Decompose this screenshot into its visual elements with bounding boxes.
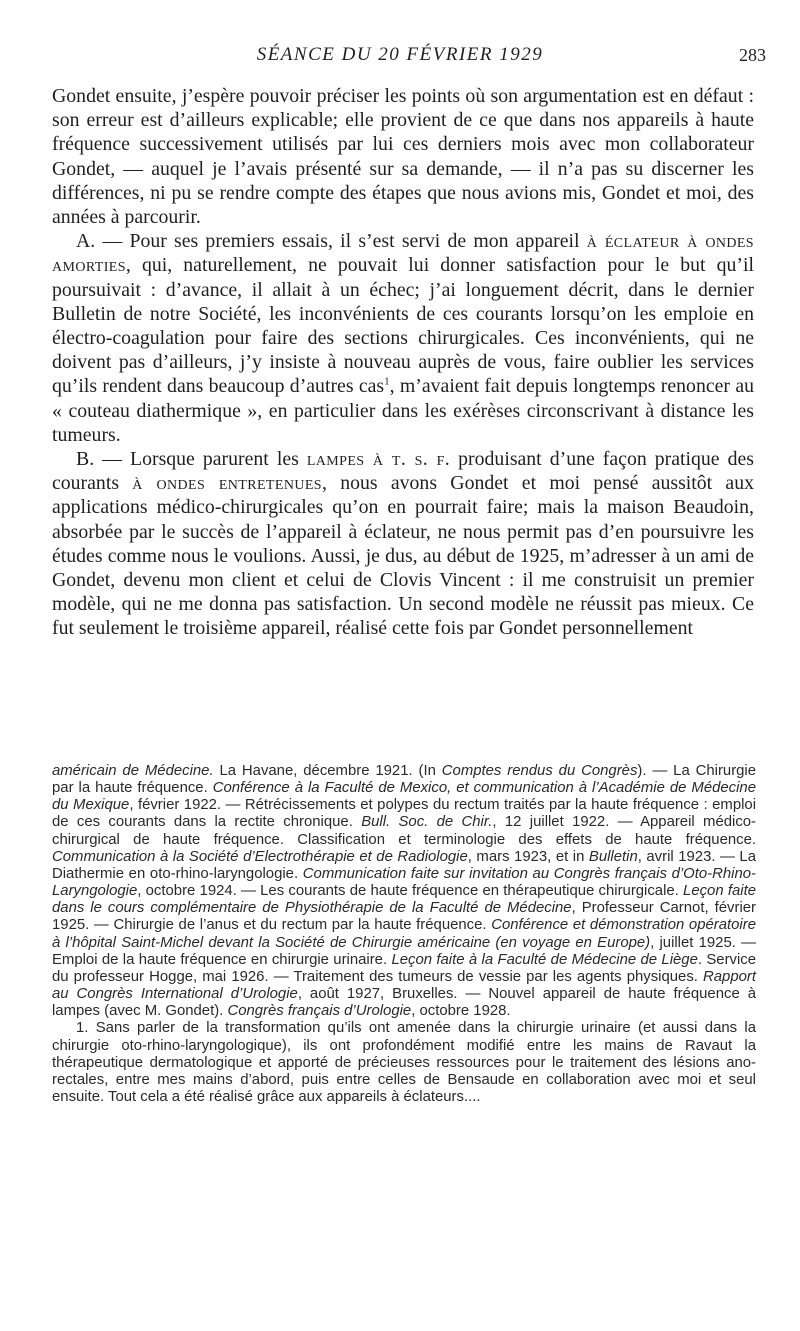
footnote-1: 1. Sans parler de la transformation qu’ils ont amenée dans la chirurgie urinaire (et aussi dans la chirurgie oto-rhino-laryngologique), ils ont profondément modifié entre les mains de Ravaut la thérapeutique dermatologique et apporté de précieuses ressources pour le traitement des lésions ano-rectales, entre mes mains d’abord, puis entre celles de Bensaude en collaboration avec moi et seul ensuite. Tout cela a été réalisé grâce aux appareils à éclateurs.... xyxy=(52,1020,756,1105)
note-text: , mars 1923, et in xyxy=(467,848,589,865)
italic-title: Leçon faite dans le cours complémentaire de Physiothérapie de la Faculté de Médecine xyxy=(52,883,756,917)
italic-title: Rapport au Congrès International d’Urologie xyxy=(52,968,756,1003)
paragraph-text: B. — Lorsque parurent les xyxy=(76,448,307,471)
italic-title: Communication faite sur invitation au Congrès français d’Oto-Rhino-Laryngologie xyxy=(52,865,756,900)
footnotes xyxy=(52,763,756,1106)
paragraph-text: , qui, naturellement, ne pouvait lui donner satisfaction pour le but qu’il poursuivait : d’avance, il allait à un échec; j’ai longuement décrit, dans le dernier Bulletin de notre Société, les inconvénients de ces courants lorsqu’on les emploie en électro-coagulation pour faire des sections chirurgicales. Ces inconvénients, qui ne doivent pas d’ailleurs, j’y insiste à nouveau auprès de vous, faire oublier les services qu’ils rendent dans beaucoup d’autres cas xyxy=(52,254,754,398)
note-text: , Professeur Carnot, février 1925. — Chirurgie de l’anus et du rectum par la haute fréquence. xyxy=(52,900,756,934)
italic-title: Conférence et démonstration opératoire à l’hôpital Saint-Michel devant la Société de Chirurgie américaine (en voyage en Europe) xyxy=(52,917,756,951)
note-text: . Service du professeur Hogge, mai 1926. — Traitement des tumeurs de vessie par les agents physiques. xyxy=(52,951,757,985)
footnote-ref: 1 xyxy=(384,375,390,388)
paragraph-text: produisant d’une façon pratique des courants xyxy=(52,448,754,495)
paragraph-continuation xyxy=(52,84,754,229)
page-header xyxy=(0,44,800,72)
paragraph-text: Gondet ensuite, j’espère pouvoir préciser les points où son argumentation est en défaut : son erreur est d’ailleurs explicable; elle provient de ce que dans nos appareils à haute fréquence successivement utilisés par lui ces derniers mois avec mon collaborateur Gondet, — auquel je l’avais présenté sur sa demande, — il n’a pas su discerner les différences, ni pu se rendre compte des étapes que nous avions mis, Gondet et moi, des années à parcourir. xyxy=(52,85,754,229)
italic-title: Congrès français d’Urologie xyxy=(227,1003,412,1020)
running-head: SÉANCE DU 20 FÉVRIER 1929 xyxy=(256,44,544,65)
note-text: , août 1927, Bruxelles. — Nouvel appareil de haute fréquence à lampes (avec M. Gondet). xyxy=(52,986,756,1020)
paragraph-text: , nous avons Gondet et moi pensé aussitôt aux applications médico-chirurgicales qu’on en pourrait faire; mais la maison Beaudoin, absorbée par le succès de l’appareil à éclateur, ne nous permit pas d’en poursuivre les études comme nous le voulions. Aussi, je dus, au début de 1925, m’adresser à un ami de Gondet, devenu mon client et celui de Clovis Vincent : il me construisit un premier modèle, qui ne me donna pas satisfaction. Un second modèle ne réussit pas mieux. Ce fut seulement le troisième appareil, réalisé cette fois par Gondet personnellement xyxy=(52,472,754,640)
italic-title: Comptes rendus du Congrès xyxy=(441,763,638,779)
note-text: , juillet 1925. — Emploi de la haute fréquence en chirurgie urinaire. xyxy=(52,934,756,968)
note-text: , octobre 1924. — Les courants de haute fréquence en thérapeutique chirurgicale. xyxy=(137,883,684,900)
note-text: , avril 1923. — La Diathermie en oto-rhino-laryngologie. xyxy=(52,848,756,882)
small-caps-term: à ondes entretenues xyxy=(132,472,322,495)
paragraph-b xyxy=(52,447,754,641)
note-text: , 12 juillet 1922. — Appareil médico-chirurgical de haute fréquence. Classification et terminologie des effets de haute fréquence. xyxy=(52,814,757,848)
italic-title: américain de Médecine. xyxy=(52,763,214,779)
paragraph-a xyxy=(52,229,754,447)
italic-title: Conférence à la Faculté de Mexico, et communication à l’Académie de Médecine du Mexique xyxy=(52,780,756,814)
italic-title: Communication à la Société d’Electrothérapie et de Radiologie xyxy=(52,848,468,865)
note-text: La Havane, décembre 1921. (In xyxy=(213,763,442,779)
note-text: , février 1922. — Rétrécissements et polypes du rectum traités par la haute fréquence : emploi de ces courants dans la rectite chronique. xyxy=(52,797,757,831)
italic-title: Bull. Soc. de Chir. xyxy=(361,814,493,831)
note-text: , octobre 1928. xyxy=(411,1003,511,1020)
footnote-continuation xyxy=(52,763,756,1020)
paragraph-text: A. — Pour ses premiers essais, il s’est servi de mon appareil xyxy=(76,230,587,253)
page-number: 283 xyxy=(739,45,766,65)
paragraph-text: , m’avaient fait depuis longtemps renoncer au « couteau diathermique », en particulier dans les exérèses circonscrivant à distance les tumeurs. xyxy=(52,375,755,446)
small-caps-term: à éclateur à ondes amorties xyxy=(52,230,754,277)
italic-title: Bulletin xyxy=(588,848,638,865)
note-text: ). — La Chirurgie par la haute fréquence. xyxy=(52,763,757,797)
small-caps-term: lampes à t. s. f. xyxy=(306,448,451,471)
main-text xyxy=(52,84,754,641)
italic-title: Leçon faite à la Faculté de Médecine de Liège xyxy=(391,951,698,968)
